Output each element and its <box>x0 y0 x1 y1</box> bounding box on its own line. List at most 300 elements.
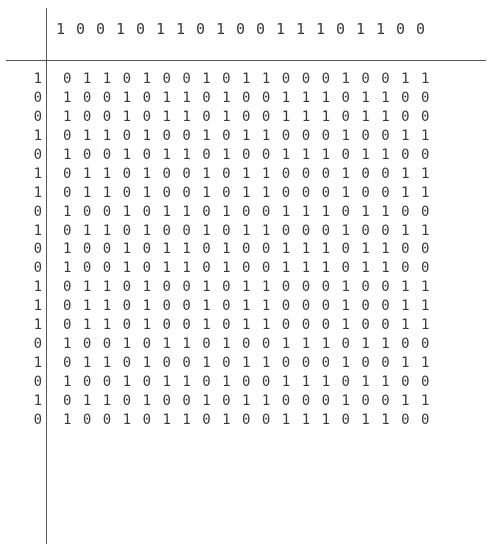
matrix-cell: 1 <box>321 146 331 163</box>
matrix-cell: 1 <box>122 241 132 258</box>
matrix-cell: 0 <box>102 374 112 390</box>
matrix-cell: 0 <box>242 203 251 220</box>
matrix-cell: 0 <box>222 392 231 409</box>
matrix-cell: 1 <box>82 317 92 334</box>
matrix-cell: 0 <box>421 260 430 277</box>
matrix-cell: 1 <box>202 71 211 87</box>
matrix-cell: 0 <box>242 374 251 390</box>
matrix-cell: 1 <box>281 146 291 163</box>
matrix-cell: 1 <box>341 355 350 372</box>
matrix-cell: 0 <box>142 411 151 428</box>
matrix-cell: 0 <box>63 279 72 296</box>
matrix-cell: 1 <box>142 279 151 296</box>
row-header-cell: 0 <box>33 89 42 106</box>
matrix-cell: 1 <box>202 392 211 409</box>
matrix-row <box>63 316 441 335</box>
matrix-cell: 1 <box>182 146 191 163</box>
matrix-cell: 0 <box>381 355 390 372</box>
column-header-cell: 0 <box>236 20 246 38</box>
matrix-cell: 1 <box>261 184 271 201</box>
matrix-cell: 0 <box>142 89 151 106</box>
matrix-cell: 1 <box>122 336 132 353</box>
matrix-cell: 0 <box>421 108 430 125</box>
matrix-cell: 1 <box>162 241 171 258</box>
matrix-cell: 0 <box>162 298 171 315</box>
matrix-cell: 0 <box>242 108 251 125</box>
matrix-cell: 0 <box>361 392 370 409</box>
matrix-cell: 1 <box>142 71 151 87</box>
matrix-cell: 1 <box>222 203 231 220</box>
row-header-cell: 0 <box>33 108 42 125</box>
matrix-cell: 1 <box>401 184 410 201</box>
matrix-row <box>63 297 441 316</box>
matrix-cell: 0 <box>321 317 331 334</box>
matrix-cell: 0 <box>162 279 171 296</box>
matrix-cell: 1 <box>202 298 211 315</box>
matrix-cell: 1 <box>301 374 311 390</box>
matrix-cell: 0 <box>401 146 410 163</box>
matrix-cell: 1 <box>222 336 231 353</box>
matrix-cell: 1 <box>182 374 191 390</box>
matrix-cell: 1 <box>142 355 151 372</box>
matrix-cell: 1 <box>122 260 132 277</box>
matrix-cell: 0 <box>401 108 410 125</box>
matrix-cell: 0 <box>401 374 410 390</box>
matrix-cell: 1 <box>242 222 251 239</box>
matrix-cell: 1 <box>122 411 132 428</box>
matrix-cell: 1 <box>301 203 311 220</box>
matrix-cell: 0 <box>122 184 132 201</box>
matrix-cell: 1 <box>122 374 132 390</box>
row-header-cell: 0 <box>33 146 42 163</box>
matrix-cell: 0 <box>182 392 191 409</box>
matrix-cell: 0 <box>162 165 171 182</box>
matrix-cell: 0 <box>142 108 151 125</box>
matrix-cell: 1 <box>401 127 410 144</box>
matrix-cell: 1 <box>242 165 251 182</box>
matrix-cell: 0 <box>222 71 231 87</box>
matrix-cell: 1 <box>142 127 151 144</box>
matrix-cell: 0 <box>142 241 151 258</box>
matrix-cell: 1 <box>341 222 350 239</box>
matrix-cell: 0 <box>122 165 132 182</box>
matrix-cell: 1 <box>421 392 430 409</box>
matrix-cell: 0 <box>361 165 370 182</box>
matrix-cell: 1 <box>222 374 231 390</box>
matrix-cell: 0 <box>321 165 331 182</box>
matrix-cell: 0 <box>381 222 390 239</box>
matrix-cell: 0 <box>202 146 211 163</box>
matrix-cell: 1 <box>281 374 291 390</box>
matrix-cell: 1 <box>301 411 311 428</box>
matrix-cell: 0 <box>321 71 331 87</box>
matrix-cell: 0 <box>261 203 271 220</box>
matrix-cell: 1 <box>122 89 132 106</box>
matrix-cell: 0 <box>361 222 370 239</box>
row-header-cell: 0 <box>33 203 42 220</box>
matrix-cell: 1 <box>242 355 251 372</box>
matrix-cell: 0 <box>321 279 331 296</box>
matrix-cell: 0 <box>63 298 72 315</box>
matrix-cell: 1 <box>222 108 231 125</box>
matrix-cell: 1 <box>381 260 390 277</box>
matrix-cell: 1 <box>182 411 191 428</box>
matrix-cell: 1 <box>162 260 171 277</box>
matrix-cell: 1 <box>82 184 92 201</box>
matrix-row <box>63 89 441 108</box>
matrix-cell: 0 <box>162 127 171 144</box>
matrix-cell: 0 <box>341 146 350 163</box>
matrix-cell: 0 <box>122 127 132 144</box>
matrix-cell: 0 <box>281 317 291 334</box>
matrix-row <box>63 146 441 165</box>
matrix-cell: 0 <box>421 241 430 258</box>
matrix-cell: 0 <box>142 374 151 390</box>
matrix-row <box>63 165 441 184</box>
matrix-cell: 0 <box>261 108 271 125</box>
matrix-cell: 0 <box>421 146 430 163</box>
matrix-cell: 1 <box>421 71 430 87</box>
matrix-cell: 0 <box>381 127 390 144</box>
matrix-cell: 0 <box>281 184 291 201</box>
matrix-row <box>63 240 441 259</box>
matrix-cell: 1 <box>82 279 92 296</box>
matrix-cell: 0 <box>222 222 231 239</box>
matrix-cell: 0 <box>281 355 291 372</box>
row-header-cell: 0 <box>33 374 42 390</box>
matrix-cell: 1 <box>281 203 291 220</box>
matrix-cell: 1 <box>102 184 112 201</box>
matrix-cell: 0 <box>82 89 92 106</box>
matrix-cell: 0 <box>242 336 251 353</box>
matrix-cell: 0 <box>281 127 291 144</box>
matrix-cell: 0 <box>421 89 430 106</box>
matrix-cell: 1 <box>421 222 430 239</box>
matrix-cell: 1 <box>321 260 331 277</box>
matrix-cell: 0 <box>182 355 191 372</box>
matrix-cell: 0 <box>222 165 231 182</box>
matrix-cell: 1 <box>341 317 350 334</box>
matrix-cell: 0 <box>142 260 151 277</box>
matrix-cell: 1 <box>421 355 430 372</box>
matrix-cell: 0 <box>361 71 370 87</box>
matrix-cell: 1 <box>142 392 151 409</box>
matrix-cell: 1 <box>242 279 251 296</box>
matrix-cell: 1 <box>102 355 112 372</box>
matrix-cell: 0 <box>182 317 191 334</box>
matrix-cell: 0 <box>361 279 370 296</box>
matrix-cell: 1 <box>401 279 410 296</box>
column-header-cell: 0 <box>136 20 146 38</box>
matrix-cell: 0 <box>142 146 151 163</box>
matrix-cell: 1 <box>281 411 291 428</box>
matrix-cell: 1 <box>381 241 390 258</box>
matrix-cell: 0 <box>102 89 112 106</box>
matrix-cell: 1 <box>63 203 72 220</box>
matrix-cell: 0 <box>381 71 390 87</box>
column-header-cell: 1 <box>316 20 326 38</box>
matrix-cell: 0 <box>202 336 211 353</box>
matrix-cell: 1 <box>102 317 112 334</box>
matrix-cell: 0 <box>202 260 211 277</box>
matrix-cell: 0 <box>202 203 211 220</box>
matrix-cell: 0 <box>242 146 251 163</box>
matrix-cell: 1 <box>102 71 112 87</box>
column-header-cell: 0 <box>416 20 426 38</box>
matrix-cell: 0 <box>122 355 132 372</box>
matrix-cell: 1 <box>281 336 291 353</box>
matrix-cell: 0 <box>321 392 331 409</box>
matrix-cell: 0 <box>281 165 291 182</box>
column-header-cell: 1 <box>56 20 66 38</box>
matrix-cell: 0 <box>261 89 271 106</box>
matrix-cell: 1 <box>301 89 311 106</box>
matrix-cell: 1 <box>341 298 350 315</box>
matrix-cell: 0 <box>182 127 191 144</box>
matrix-cell: 0 <box>82 411 92 428</box>
column-header-cell: 0 <box>76 20 86 38</box>
matrix-cell: 0 <box>301 392 311 409</box>
matrix-cell: 1 <box>321 336 331 353</box>
matrix-cell: 1 <box>222 411 231 428</box>
matrix-cell: 0 <box>102 108 112 125</box>
matrix-cell: 1 <box>142 165 151 182</box>
matrix-cell: 1 <box>321 374 331 390</box>
matrix-cell: 1 <box>281 108 291 125</box>
matrix-cell: 0 <box>182 279 191 296</box>
matrix-cell: 0 <box>82 203 92 220</box>
matrix-cell: 0 <box>82 146 92 163</box>
matrix-cell: 0 <box>162 355 171 372</box>
matrix-cell: 0 <box>301 127 311 144</box>
row-header-cell: 1 <box>33 392 42 409</box>
matrix-cell: 1 <box>261 71 271 87</box>
matrix-cell: 0 <box>242 260 251 277</box>
matrix-cell: 0 <box>182 298 191 315</box>
matrix-cell: 1 <box>261 222 271 239</box>
matrix-cell: 0 <box>341 260 350 277</box>
matrix-cell: 0 <box>162 71 171 87</box>
matrix-cell: 1 <box>261 279 271 296</box>
matrix-cell: 0 <box>122 317 132 334</box>
column-header-cell: 0 <box>96 20 106 38</box>
matrix-cell: 0 <box>182 165 191 182</box>
matrix-cell: 1 <box>301 146 311 163</box>
matrix-cell: 0 <box>421 336 430 353</box>
matrix-cell: 1 <box>281 89 291 106</box>
matrix-cell: 1 <box>242 127 251 144</box>
matrix-cell: 0 <box>222 298 231 315</box>
matrix-cell: 1 <box>341 127 350 144</box>
binary-matrix <box>63 70 441 430</box>
matrix-row <box>63 373 441 392</box>
matrix-cell: 0 <box>361 317 370 334</box>
matrix-cell: 1 <box>222 241 231 258</box>
matrix-cell: 1 <box>122 146 132 163</box>
matrix-cell: 0 <box>261 241 271 258</box>
matrix-cell: 1 <box>381 146 390 163</box>
matrix-cell: 1 <box>142 317 151 334</box>
matrix-cell: 1 <box>381 336 390 353</box>
matrix-cell: 1 <box>421 317 430 334</box>
matrix-cell: 1 <box>222 146 231 163</box>
matrix-row <box>63 259 441 278</box>
horizontal-divider <box>6 60 486 61</box>
matrix-cell: 1 <box>102 392 112 409</box>
matrix-cell: 0 <box>202 241 211 258</box>
column-header-cell: 1 <box>176 20 186 38</box>
row-header-cell: 1 <box>33 71 42 87</box>
row-header-cell: 0 <box>33 411 42 428</box>
matrix-cell: 1 <box>361 146 370 163</box>
matrix-cell: 0 <box>421 411 430 428</box>
row-header-cell: 0 <box>33 241 42 258</box>
matrix-row <box>63 70 441 89</box>
matrix-cell: 0 <box>381 279 390 296</box>
matrix-cell: 0 <box>122 298 132 315</box>
matrix-cell: 0 <box>301 317 311 334</box>
matrix-cell: 0 <box>82 260 92 277</box>
matrix-cell: 1 <box>361 336 370 353</box>
matrix-cell: 1 <box>63 146 72 163</box>
matrix-cell: 0 <box>401 411 410 428</box>
matrix-cell: 0 <box>82 336 92 353</box>
matrix-cell: 0 <box>122 222 132 239</box>
matrix-cell: 1 <box>242 184 251 201</box>
column-header-cell: 0 <box>336 20 346 38</box>
matrix-cell: 0 <box>122 392 132 409</box>
matrix-cell: 1 <box>202 355 211 372</box>
matrix-cell: 0 <box>301 165 311 182</box>
matrix-cell: 0 <box>381 317 390 334</box>
vertical-divider <box>46 8 47 544</box>
matrix-cell: 0 <box>261 374 271 390</box>
matrix-cell: 1 <box>63 260 72 277</box>
matrix-cell: 1 <box>401 317 410 334</box>
row-header <box>30 70 42 430</box>
matrix-cell: 1 <box>301 336 311 353</box>
matrix-row <box>63 203 441 222</box>
matrix-cell: 0 <box>361 298 370 315</box>
matrix-cell: 0 <box>321 355 331 372</box>
matrix-cell: 0 <box>82 241 92 258</box>
matrix-cell: 1 <box>162 336 171 353</box>
matrix-cell: 1 <box>381 374 390 390</box>
matrix-cell: 0 <box>222 127 231 144</box>
matrix-cell: 0 <box>321 222 331 239</box>
matrix-cell: 1 <box>401 165 410 182</box>
matrix-cell: 0 <box>222 355 231 372</box>
matrix-cell: 0 <box>281 392 291 409</box>
matrix-cell: 1 <box>82 165 92 182</box>
matrix-cell: 0 <box>341 336 350 353</box>
matrix-cell: 1 <box>301 241 311 258</box>
matrix-cell: 1 <box>321 203 331 220</box>
matrix-cell: 0 <box>142 336 151 353</box>
matrix-cell: 1 <box>182 260 191 277</box>
column-header-cell: 0 <box>256 20 266 38</box>
matrix-cell: 1 <box>401 355 410 372</box>
matrix-cell: 1 <box>401 392 410 409</box>
matrix-cell: 0 <box>202 411 211 428</box>
matrix-cell: 1 <box>301 108 311 125</box>
matrix-cell: 1 <box>341 279 350 296</box>
matrix-cell: 0 <box>162 184 171 201</box>
matrix-cell: 0 <box>162 392 171 409</box>
matrix-cell: 0 <box>261 336 271 353</box>
matrix-cell: 0 <box>242 241 251 258</box>
matrix-cell: 1 <box>202 279 211 296</box>
row-header-cell: 1 <box>33 279 42 296</box>
matrix-cell: 0 <box>341 108 350 125</box>
matrix-cell: 1 <box>261 298 271 315</box>
column-header-cell: 1 <box>116 20 126 38</box>
matrix-cell: 1 <box>63 89 72 106</box>
matrix-cell: 0 <box>63 165 72 182</box>
matrix-row <box>63 184 441 203</box>
matrix-cell: 1 <box>142 298 151 315</box>
matrix-cell: 0 <box>421 203 430 220</box>
matrix-cell: 0 <box>63 71 72 87</box>
matrix-cell: 0 <box>321 298 331 315</box>
matrix-cell: 0 <box>222 279 231 296</box>
matrix-cell: 1 <box>381 411 390 428</box>
matrix-row <box>63 335 441 354</box>
matrix-cell: 1 <box>321 411 331 428</box>
matrix-cell: 0 <box>381 184 390 201</box>
matrix-cell: 0 <box>341 203 350 220</box>
matrix-cell: 0 <box>301 184 311 201</box>
matrix-row <box>63 127 441 146</box>
matrix-cell: 1 <box>162 203 171 220</box>
matrix-row <box>63 392 441 411</box>
matrix-cell: 0 <box>63 355 72 372</box>
row-header-cell: 1 <box>33 165 42 182</box>
matrix-cell: 0 <box>63 317 72 334</box>
matrix-cell: 1 <box>341 184 350 201</box>
matrix-cell: 1 <box>202 184 211 201</box>
matrix-cell: 0 <box>301 222 311 239</box>
matrix-cell: 1 <box>182 203 191 220</box>
column-header-cell: 0 <box>196 20 206 38</box>
matrix-cell: 1 <box>401 71 410 87</box>
matrix-cell: 1 <box>162 411 171 428</box>
matrix-cell: 0 <box>202 108 211 125</box>
column-header-cell: 1 <box>276 20 286 38</box>
matrix-cell: 0 <box>182 71 191 87</box>
matrix-cell: 1 <box>162 108 171 125</box>
matrix-cell: 1 <box>202 165 211 182</box>
matrix-cell: 1 <box>361 203 370 220</box>
matrix-cell: 0 <box>341 411 350 428</box>
matrix-cell: 0 <box>401 203 410 220</box>
matrix-cell: 1 <box>281 241 291 258</box>
matrix-cell: 0 <box>281 298 291 315</box>
matrix-cell: 1 <box>242 317 251 334</box>
matrix-cell: 0 <box>361 355 370 372</box>
matrix-cell: 1 <box>102 298 112 315</box>
matrix-cell: 1 <box>401 298 410 315</box>
matrix-cell: 0 <box>281 222 291 239</box>
matrix-cell: 1 <box>381 89 390 106</box>
matrix-cell: 1 <box>242 71 251 87</box>
matrix-cell: 1 <box>63 336 72 353</box>
matrix-cell: 1 <box>162 146 171 163</box>
matrix-cell: 1 <box>341 165 350 182</box>
matrix-cell: 1 <box>102 165 112 182</box>
matrix-cell: 1 <box>261 127 271 144</box>
matrix-cell: 1 <box>381 108 390 125</box>
